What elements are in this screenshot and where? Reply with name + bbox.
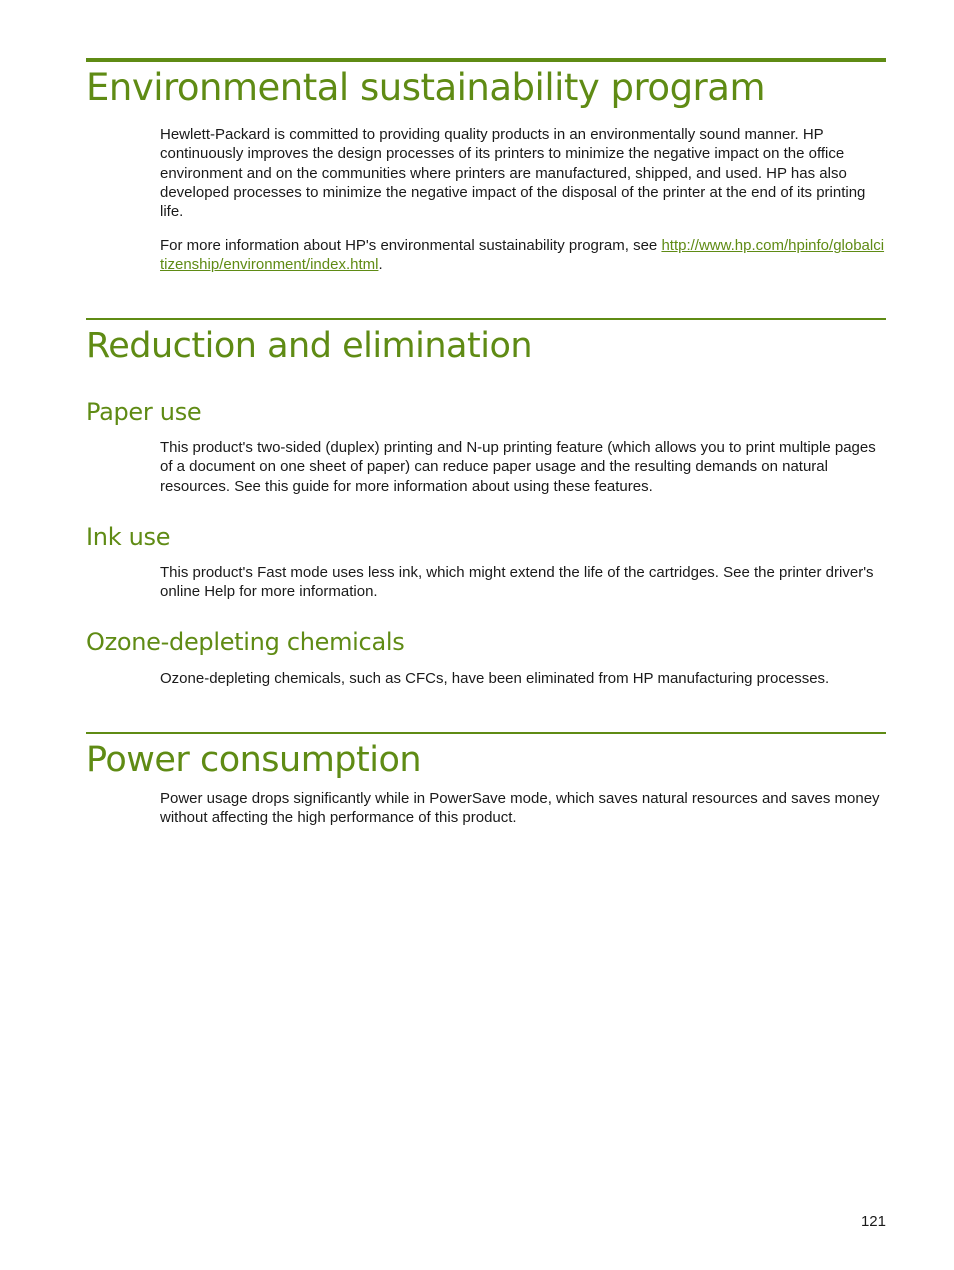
ozone-paragraph: Ozone-depleting chemicals, such as CFCs, have been eliminated from HP manufacturing processes.: [160, 670, 830, 687]
ozone-heading: Ozone-depleting chemicals: [86, 628, 405, 656]
page-title: Environmental sustainability program: [86, 66, 765, 109]
section-rule-top: [86, 58, 886, 62]
paper-use-paragraph: This product's two-sided (duplex) printing and N-up printing feature (which allows you to print multiple pages of a document on one sheet of paper) can reduce paper usage and the resulting demands on natural resources. See this guide for more information about using these features.: [160, 439, 876, 495]
paper-use-heading: Paper use: [86, 398, 202, 426]
page-number: 121: [860, 1213, 886, 1230]
more-info-suffix: .: [378, 256, 383, 274]
power-heading: Power consumption: [86, 740, 422, 780]
reduction-heading: Reduction and elimination: [86, 326, 533, 366]
power-paragraph: Power usage drops significantly while in PowerSave mode, which saves natural resources and saves money without affecting the high performance of this product.: [160, 790, 880, 827]
environment-link[interactable]: http://www.hp.com/hpinfo/globalcitizenship/environment/index.html: [160, 237, 885, 274]
intro-paragraph: Hewlett-Packard is committed to providing quality products in an environmentally sound manner. HP continuously improves the design processes of its printers to minimize the negative impact on the office environment and on the communities where printers are manufactured, shipped, and used. HP has also developed processes to minimize the negative impact of the disposal of the printer at the end of its printing life.: [160, 126, 866, 221]
ink-use-paragraph: This product's Fast mode uses less ink, which might extend the life of the cartridges. See the printer driver's online Help for more information.: [160, 564, 874, 601]
more-info-text: For more information about HP's environmental sustainability program, see: [160, 237, 662, 254]
ink-use-heading: Ink use: [86, 523, 171, 551]
section-rule-power: [86, 732, 886, 734]
section-rule-reduction: [86, 318, 886, 320]
more-info-paragraph: [160, 236, 886, 275]
